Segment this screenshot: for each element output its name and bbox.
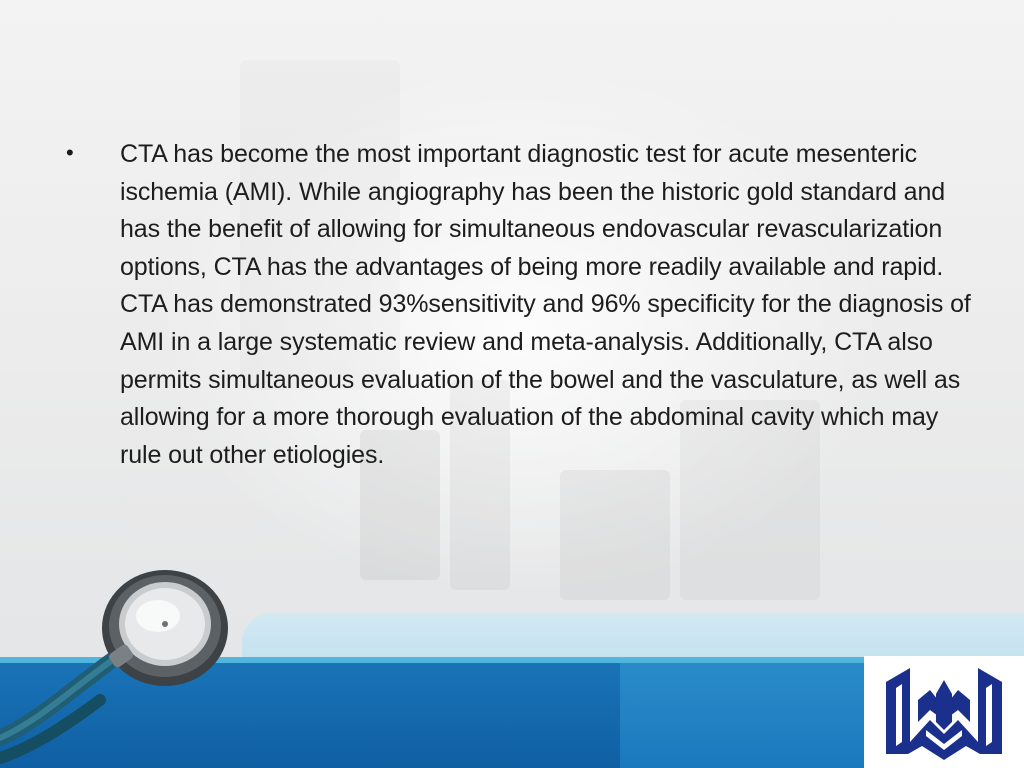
- decorative-band-dark-secondary: [620, 663, 880, 768]
- bullet-item: [62, 136, 971, 474]
- bullet-marker: •: [66, 140, 74, 165]
- slide-content: [62, 136, 971, 474]
- university-logo-icon: [882, 660, 1006, 764]
- logo-container: [864, 656, 1024, 768]
- stethoscope-icon: [0, 560, 240, 768]
- bullet-text: CTA has become the most important diagnostic test for acute mesenteric ischemia (AMI). While angiography has been the historic gold standard and has the benefit of allowing for simultaneous endovascular revascularization options, CTA has the advantages of being more readily available and rapid. CTA has demonstrated 93%sensitivity and 96% specificity for the diagnosis of AMI in a large systematic review and meta-analysis. Additionally, CTA also permits simultaneous evaluation of the bowel and the vasculature, as well as allowing for a more thorough evaluation of the abdominal cavity which may rule out other etiologies.: [120, 140, 971, 469]
- background-shape: [560, 470, 670, 600]
